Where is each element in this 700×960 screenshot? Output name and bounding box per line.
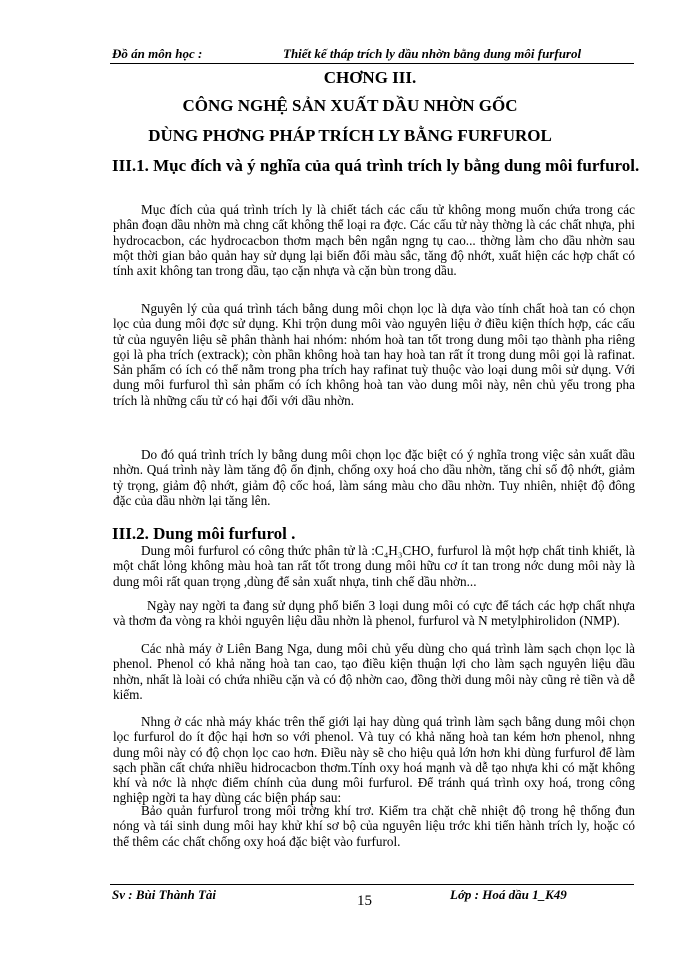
footer-student: Sv : Bùi Thành Tài — [112, 887, 217, 902]
paragraph: Mục đích của quá trình trích ly là chiết tách các cấu tử không mong muốn chứa trong các phân đoạn dầu nhờn mà chng cất không thể loại ra đợc. Các cấu tử này thờng là các chất nhựa, phi hydrocacbon, các hydrocacbon thơm mạch bên ngắn ngng tụ cao... thờng làm cho dầu nhờn sau một thời gian bảo quản hay sử dụng lại biến đổi màu sắc, tăng độ nhớt, xuất hiện các hợp chất có tính axit không tan trong dầu, tạo cặn nhựa và cặn bùn trong dầu. — [113, 202, 635, 279]
header-project-title: Thiết kế tháp trích ly dầu nhờn bằng dung môi furfurol — [283, 46, 582, 61]
section-heading: III.1. Mục đích và ý nghĩa của quá trình trích ly bằng dung môi furfurol. — [112, 156, 640, 175]
paragraph: Dung môi furfurol có công thức phân tử là :C₄H₃CHO, furfurol là một hợp chất tinh khiết, là một chất lỏng không màu hoà tan rất tốt trong dung môi hữu cơ ít tan trong nớc dung môi này là dung môi rất quan trọng ,dùng để sản xuất nhựa, tinh chế dầu nhờn... — [113, 543, 635, 589]
header-course-label: Đồ án môn học : — [112, 46, 203, 61]
paragraph: Bảo quản furfurol trong môi trờng khí trơ. Kiểm tra chặt chẽ nhiệt độ trong hệ thống đun nóng và tái sinh dung môi hay khử khí sơ bộ của nguyên liệu trớc khi tiến hành trích ly, hoặc có thể thêm các chất chống oxy hoá đặc biệt vào furfurol. — [113, 803, 635, 849]
section-heading: III.2. Dung môi furfurol . — [112, 524, 296, 543]
chapter-number: CHƠNG III. — [323, 68, 417, 87]
paragraph: Do đó quá trình trích ly bằng dung môi chọn lọc đặc biệt có ý nghĩa trong việc sản xuất dầu nhờn. Quá trình này làm tăng độ ổn định, chống oxy hoá cho dầu nhờn, tăng chỉ số độ nhớt, giảm tỷ trọng, giảm độ nhớt, giảm độ cốc hoá, làm sáng màu cho dầu nhờn. Tuy nhiên, nhiệt độ đông đặc của dầu nhờn lại tăng lên. — [113, 447, 635, 508]
chapter-title-line2: DÙNG PHƠNG PHÁP TRÍCH LY BẰNG FURFUROL — [148, 126, 552, 145]
footer-class: Lớp : Hoá dầu 1_K49 — [450, 887, 567, 902]
chapter-title-line1: CÔNG NGHỆ SẢN XUẤT DẦU NHỜN GỐC — [182, 96, 518, 115]
paragraph: Nguyên lý của quá trình tách bằng dung môi chọn lọc là dựa vào tính chất hoà tan có chọn lọc của dung môi đợc sử dụng. Khi trộn dung môi vào nguyên liệu ở điều kiện thích hợp, các cấu tử của nguyên liệu sẽ phân thành hai nhóm: nhóm hoà tan tốt trong dung môi tạo thành pha riêng gọi là pha trích (extrack); còn phần không hoà tan hay hoà tan rất ít trong dung môi gọi là rafinat. Sản phẩm có ích có thể nằm trong pha trích hay rafinat tuỳ thuộc vào loại dung môi sử dụng. Với dung môi furfurol thì sản phẩm có ích không hoà tan vào dung môi này, nên chủ yếu trong pha trích là những cấu tử có hại đối với dầu nhờn. — [113, 301, 635, 408]
page-number: 15 — [357, 893, 372, 909]
paragraph: Ngày nay ngời ta đang sử dụng phổ biến 3 loại dung môi có cực để tách các hợp chất nhựa và thơm đa vòng ra khỏi nguyên liệu dầu nhờn là phenol, furfurol và N metylphirolidon (NMP). — [113, 598, 635, 629]
header-rule — [110, 63, 634, 64]
paragraph: Các nhà máy ở Liên Bang Nga, dung môi chủ yếu dùng cho quá trình làm sạch chọn lọc là phenol. Phenol có khả năng hoà tan cao, tạo điều kiện thuận lợi cho làm sạch nguyên liệu dầu nhờn, nhất là loài có chứa nhiều cặn và có độ nhờn cao, đồng thời dung môi này cũng rẻ tiền và dễ kiếm. — [113, 641, 635, 702]
paragraph: Nhng ở các nhà máy khác trên thế giới lại hay dùng quá trình làm sạch bằng dung môi chọn lọc furfurol do ít độc hại hơn so với phenol. Và tuy có khả năng hoà tan kém hơn phenol, nhng dung môi này có độ chọn lọc cao hơn. Điều này sẽ cho hiệu quả lớn hơn khi dùng furfurol để làm sạch phần cất chứa nhiều hidrocacbon thơm.Tính oxy hoá mạnh và dễ tạo nhựa khi có mặt không khí và nớc là nhợc điểm chính của dung môi furfurol. Để tránh quá trình oxy hoá, trong công nghiệp ngời ta hay dùng các biện pháp sau: — [113, 714, 635, 806]
footer-rule — [110, 884, 634, 885]
